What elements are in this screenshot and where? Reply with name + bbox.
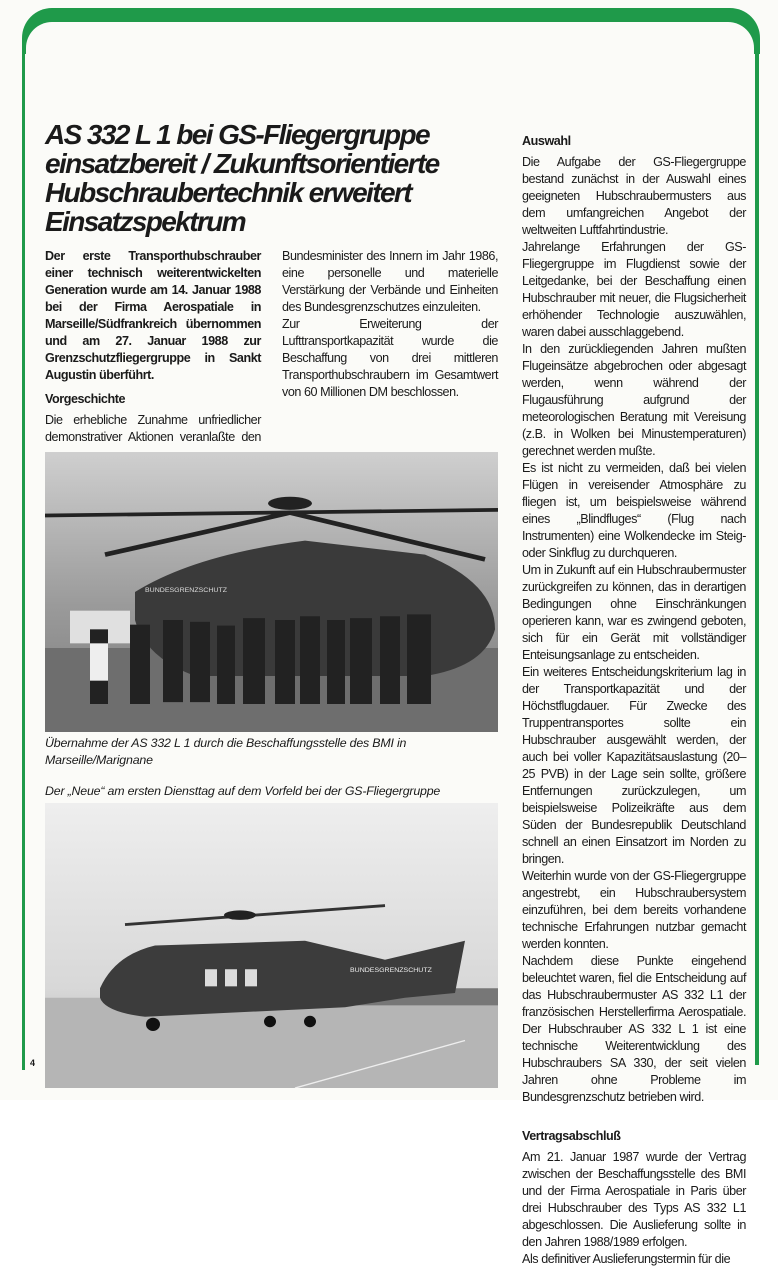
column-3	[522, 133, 746, 1268]
paragraph: Weiterhin wurde von der GS-Fliegergruppe angestrebt, ein Hubschraubersystem einzuführen, bei dem bereits vorhandene technische Erfahrungen nutzbar gemacht werden konnten.	[522, 869, 746, 951]
fuselage-lettering: BUNDESGRENZSCHUTZ	[350, 967, 432, 975]
green-frame-left	[22, 40, 25, 1070]
fuselage-lettering: BUNDESGRENZSCHUTZ	[145, 587, 227, 594]
lead-paragraph: Der erste Transporthubschrauber einer technisch weiterentwickelten Generation wurde am 14. Januar 1988 bei der Firma Aerospatiale in Marseille/Südfrankreich übernommen und am 27. Januar 1988 zur Grenzschutzfliegergruppe in Sankt Augustin überführt.	[45, 249, 261, 382]
page-number: 4	[30, 1058, 36, 1068]
heading-vertragsabschluss: Vertragsabschluß	[522, 1129, 621, 1143]
heading-vorgeschichte: Vorgeschichte	[45, 392, 125, 406]
green-frame-right	[755, 40, 759, 1065]
paragraph: Zur Erweiterung der Lufttransportkapazität wurde die Beschaffung von drei mittleren Transporthubschraubern im Gesamtwert von 60 Millionen DM beschlossen.	[282, 317, 498, 399]
photo-handover	[45, 452, 498, 732]
headline: AS 332 L 1 bei GS-Fliegergruppe einsatzbereit / Zukunftsorientierte Hubschraubertechnik erweitert Einsatzspektrum	[45, 119, 439, 237]
caption-photo-1: Übernahme der AS 332 L 1 durch die Beschaffungsstelle des BMI in Marseille/Marignane	[45, 736, 407, 767]
paragraph: In den zurückliegenden Jahren mußten Flugeinsätze abgebrochen oder abgesagt werden, wenn während der Flugausführung aufgrund der meteorologischen Beratung mit Vereisung (z.B. in Wolken bei Minustemperaturen) gerechnet werden mußte.	[522, 342, 746, 458]
caption-photo-2: Der „Neue“ am ersten Diensttag auf dem Vorfeld bei der GS-Fliegergruppe	[45, 784, 441, 798]
paragraph: Um in Zukunft auf ein Hubschraubermuster zurückgreifen zu können, das in derartigen Bedingungen ohne Einschränkungen operieren kann, war es zwingend geboten, sich für ein Gerät mit vollständiger Enteisungsanlage zu entscheiden.	[522, 563, 746, 662]
heading-auswahl: Auswahl	[522, 134, 571, 148]
paragraph: Jahrelange Erfahrungen der GS-Fliegergruppe im Flugdienst sowie der Leitgedanke, bei der Beschaffung einen Hubschrauber mit neuer, die Flugsicherheit erhöhender Technologie auszuwählen, waren dabei ausschlaggebend.	[522, 240, 746, 339]
paragraph: Die Aufgabe der GS-Fliegergruppe bestand zunächst in der Auswahl eines geeigneten Hubschraubermusters aus dem umfangreichen Angebot der weltweiten Luftfahrtindustrie.	[522, 155, 746, 237]
left-area	[45, 120, 498, 1088]
photo-apron	[45, 803, 498, 1088]
paragraph: Ein weiteres Entscheidungskriterium lag in der Transportkapazität und der Höchstflugdauer. Für Zwecke des Truppentransportes sollte ein Hubschrauber ausgewählt werden, der auch bei voller Kapazitätsauslastung (20–25 PVB) in der Lage sein sollte, größere Entfernungen zurückzulegen, um beispielsweise Polizeikräfte aus dem Süden der Bundesrepublik Deutschland schnell an einen Einsatzort im Norden zu bringen.	[522, 665, 746, 866]
paragraph: Am 21. Januar 1987 wurde der Vertrag zwischen der Beschaffungsstelle des BMI und der Firma Aerospatiale in Paris über drei Hubschrauber des Typs AS 332 L1 abgeschlossen. Die Auslieferung sollte in den Jahren 1988/1989 erfolgen.	[522, 1150, 746, 1249]
paragraph: Es ist nicht zu vermeiden, daß bei vielen Flügen in vereisender Atmosphäre zu fliegen ist, um beispielsweise während eines „Blindfluges“ (Flug nach Instrumenten) eine Wolkendecke im Steig- oder Sinkflug zu durchqueren.	[522, 461, 746, 560]
paragraph: Die erhebliche Zunahme unfriedlicher demonstrativer Aktionen veranlaßte den Bundesminister des Innern im Jahr 1986, eine personelle und materielle Verstärkung der Verbände und Einheiten des Bundesgrenzschutzes einzuleiten.	[45, 249, 498, 444]
intro-columns	[45, 248, 498, 446]
paragraph: Als definitiver Auslieferungstermin für die	[522, 1252, 731, 1266]
paragraph: Nachdem diese Punkte eingehend beleuchtet waren, fiel die Entscheidung auf das Hubschraubermuster AS 332 L1 der französischen Herstellerfirma Aerospatiale. Der Hubschrauber AS 332 L 1 ist eine technische Weiterentwicklung des Hubschraubers SA 330, der seit vielen Jahren ohne Probleme im Bundesgrenzschutz betrieben wird.	[522, 954, 746, 1104]
